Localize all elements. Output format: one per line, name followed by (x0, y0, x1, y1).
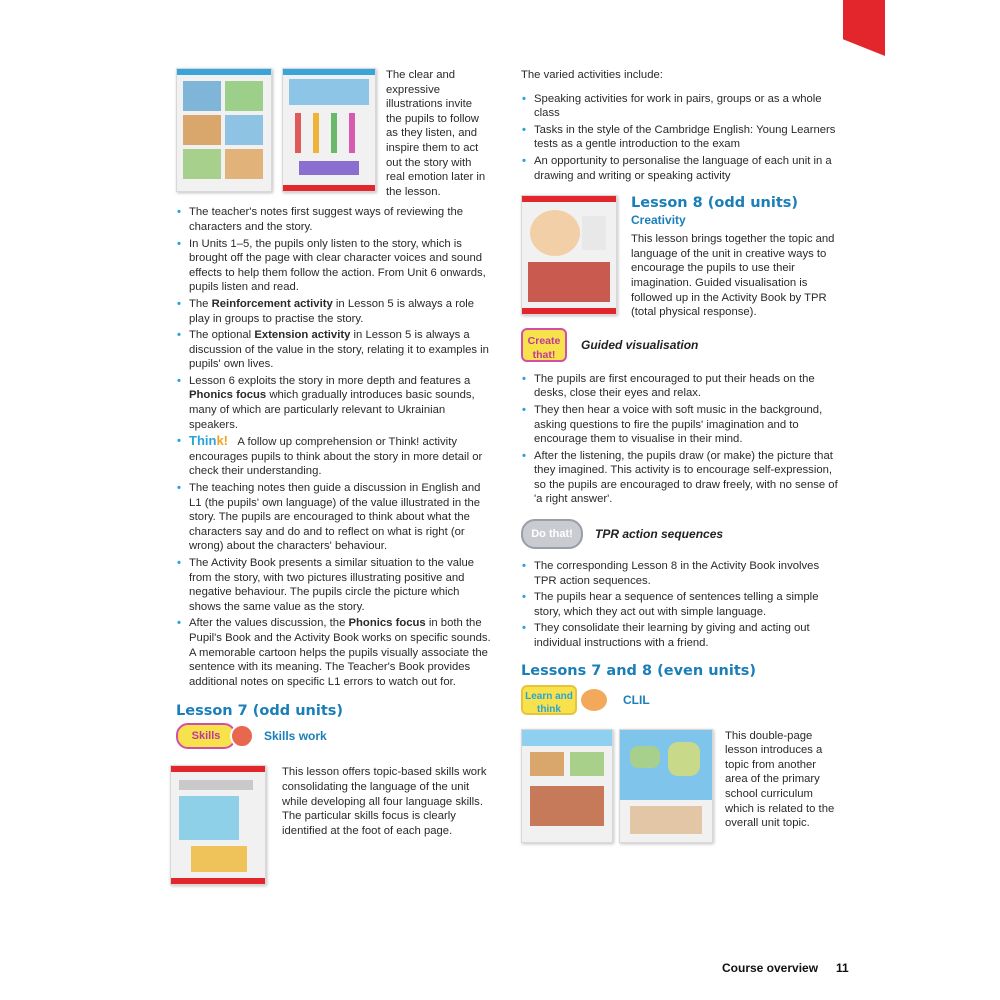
clil-content-row (521, 729, 841, 843)
list-item: • The optional Extension activity in Lesson 5 is always a discussion of the value in the story, relating it to examples in pupils' own lives. (176, 328, 494, 372)
list-item: • The Activity Book presents a similar situation to the value from the story, with two pictures illustrating positive and negative behaviour. The pupils circle the picture which shows the same value as the story. (176, 556, 494, 614)
even-units-heading: Lessons 7 and 8 (even units) (521, 662, 757, 679)
guided-visualisation-heading: Guided visualisation (581, 337, 699, 352)
list-item: • The Reinforcement activity in Lesson 5 is always a role play in groups to practise the story. (176, 297, 494, 326)
tpr-list (521, 559, 841, 651)
tpr-heading: TPR action sequences (595, 527, 724, 542)
creativity-subheading: Creativity (631, 213, 686, 228)
lesson8-heading: Lesson 8 (odd units) (631, 195, 799, 212)
list-item: • They then hear a voice with soft music in the background, asking questions to fire the pupils' imagination and to encourage them to visualise in their mind. (521, 403, 841, 447)
list-item: • The teacher's notes first suggest ways of reviewing the characters and the story. (176, 205, 494, 234)
list-item: • Lesson 6 exploits the story in more depth and features a Phonics focus which gradually introduces basic sounds, many of which are particularly relevant to Ukrainian speakers. (176, 374, 494, 432)
creativity-page-thumbnail (521, 195, 617, 315)
palette-icon (579, 687, 609, 713)
skills-ball-icon (230, 724, 254, 748)
create-that-badge: Create that! (521, 328, 567, 362)
lesson8-row (521, 195, 841, 320)
lesson7-row (176, 765, 494, 885)
learn-and-think-badge: Learn and think (521, 685, 577, 715)
guided-list (521, 372, 841, 507)
clil-page-left-thumbnail (521, 729, 613, 843)
list-item: • Speaking activities for work in pairs, groups or as a whole class (521, 92, 841, 121)
footer-title: Course overview (722, 961, 819, 975)
activities-list (521, 92, 841, 184)
clil-text: This double-page lesson introduces a topic from another area of the primary school curriculum which is related to the overall unit topic. (725, 729, 835, 830)
story-caption: The clear and expressive illustrations invite the pupils to follow as they listen, and inspire them to act out the story with real emotion later in the lesson. (386, 69, 486, 198)
page-number: 11 (836, 961, 849, 975)
lesson7-heading: Lesson 7 (odd units) (176, 703, 344, 720)
list-item: • The teaching notes then guide a discussion in English and L1 (the pupils' own language) of the value illustrated in the story. The pupils are encouraged to think about what the characters say and do and to reflect on what is right (or wrong) about the characters' behaviour. (176, 481, 494, 554)
list-item: • An opportunity to personalise the language of each unit in a drawing and writing or speaking activity (521, 154, 841, 183)
page-footer (722, 961, 849, 975)
lesson8-text: This lesson brings together the topic and language of the unit in creative ways to encourage the pupils to use their imagination. Guided visualisation is followed up in the Activity Book by TPR (total physical response). (631, 233, 835, 319)
guided-row (521, 328, 841, 362)
story-row (176, 68, 494, 199)
left-column (176, 68, 494, 885)
list-item: • Think! A follow up comprehension or Think! activity encourages pupils to think about the story in more detail or check their understanding. (176, 434, 494, 479)
story-bullet-list (176, 205, 494, 689)
list-item: • The pupils hear a sequence of sentences telling a simple story, which they act out with simple language. (521, 590, 841, 619)
skills-page-thumbnail (170, 765, 266, 885)
clil-row (521, 685, 841, 715)
skills-work-label: Skills work (264, 729, 327, 744)
lesson8-textblock (631, 195, 841, 320)
list-item: • After the listening, the pupils draw (or make) the picture that they imagined. This activity is to encourage self-expression, so the pupils are encouraged to draw freely, with no sense of 'a right answer'. (521, 449, 841, 507)
activities-intro: The varied activities include: (521, 69, 663, 81)
list-item: • The corresponding Lesson 8 in the Activity Book involves TPR action sequences. (521, 559, 841, 588)
think-logo: Think! (189, 433, 228, 449)
activity-page-thumbnail (282, 68, 376, 192)
story-page-thumbnail (176, 68, 272, 192)
clil-page-right-thumbnail (619, 729, 713, 843)
skills-row (176, 723, 494, 749)
list-item: • The pupils are first encouraged to put their heads on the desks, close their eyes and relax. (521, 372, 841, 401)
list-item: • Tasks in the style of the Cambridge English: Young Learners tests as a gentle introduction to the exam (521, 123, 841, 152)
skills-badge: Skills (176, 723, 236, 749)
tpr-row (521, 519, 841, 549)
list-item: • In Units 1–5, the pupils only listen to the story, which is brought off the page with clear character voices and sound effects to help them follow the action. From Unit 6 onwards, pupils listen and read. (176, 237, 494, 295)
list-item: • After the values discussion, the Phonics focus in both the Pupil's Book and the Activity Book works on specific sounds. A memorable cartoon helps the pupils visually associate the sentence with its meaning. The Teacher's Book provides additional notes on specific L1 errors to watch out for. (176, 616, 494, 689)
list-item: • They consolidate their learning by giving and acting out individual instructions with a friend. (521, 621, 841, 650)
right-column (521, 68, 841, 843)
lesson7-text: This lesson offers topic-based skills work consolidating the language of the unit while developing all four language skills. The particular skills focus is clearly identified at the foot of each page. (282, 766, 487, 837)
do-that-badge: Do that! (521, 519, 583, 549)
clil-label: CLIL (623, 692, 650, 707)
red-corner-tab (843, 0, 885, 56)
